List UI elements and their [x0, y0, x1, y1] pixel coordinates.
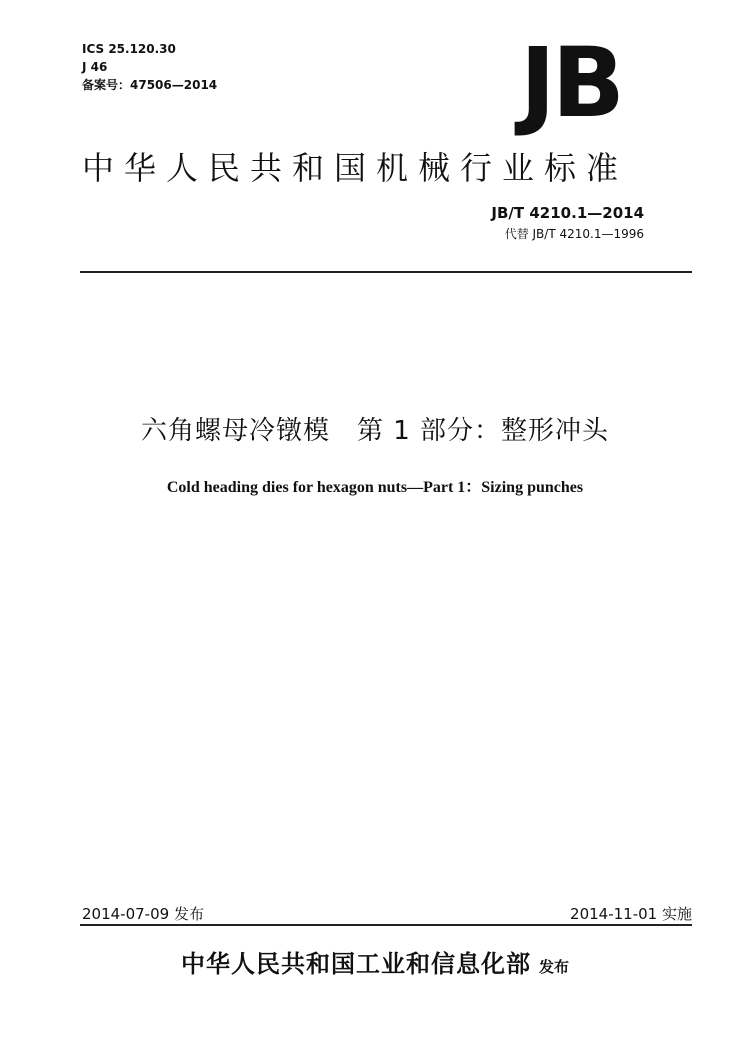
issuer-action: 发布: [538, 958, 569, 976]
filing-number: 备案号：47506—2014: [82, 78, 218, 92]
ccs-code: J 46: [82, 60, 108, 74]
ics-code: ICS 25.120.30: [82, 42, 176, 56]
issuer-name: 中华人民共和国工业和信息化部: [180, 950, 531, 978]
standard-category: 中华人民共和国机械行业标准: [82, 149, 629, 187]
issue-date: 2014-07-09 发布: [82, 905, 204, 923]
issuer-line: [0, 944, 750, 979]
top-divider: [80, 271, 692, 273]
replaces-standard: 代替 JB/T 4210.1—1996: [504, 227, 644, 241]
implementation-date: 2014-11-01 实施: [570, 905, 692, 923]
bottom-divider: [80, 924, 692, 926]
standard-number: JB/T 4210.1—2014: [491, 204, 644, 222]
jb-logo: JB: [520, 27, 621, 139]
title-english: Cold heading dies for hexagon nuts—Part 1：Sizing punches: [166, 479, 584, 496]
title-chinese: 六角螺母冷镦模 第 1 部分：整形冲头: [140, 416, 610, 446]
